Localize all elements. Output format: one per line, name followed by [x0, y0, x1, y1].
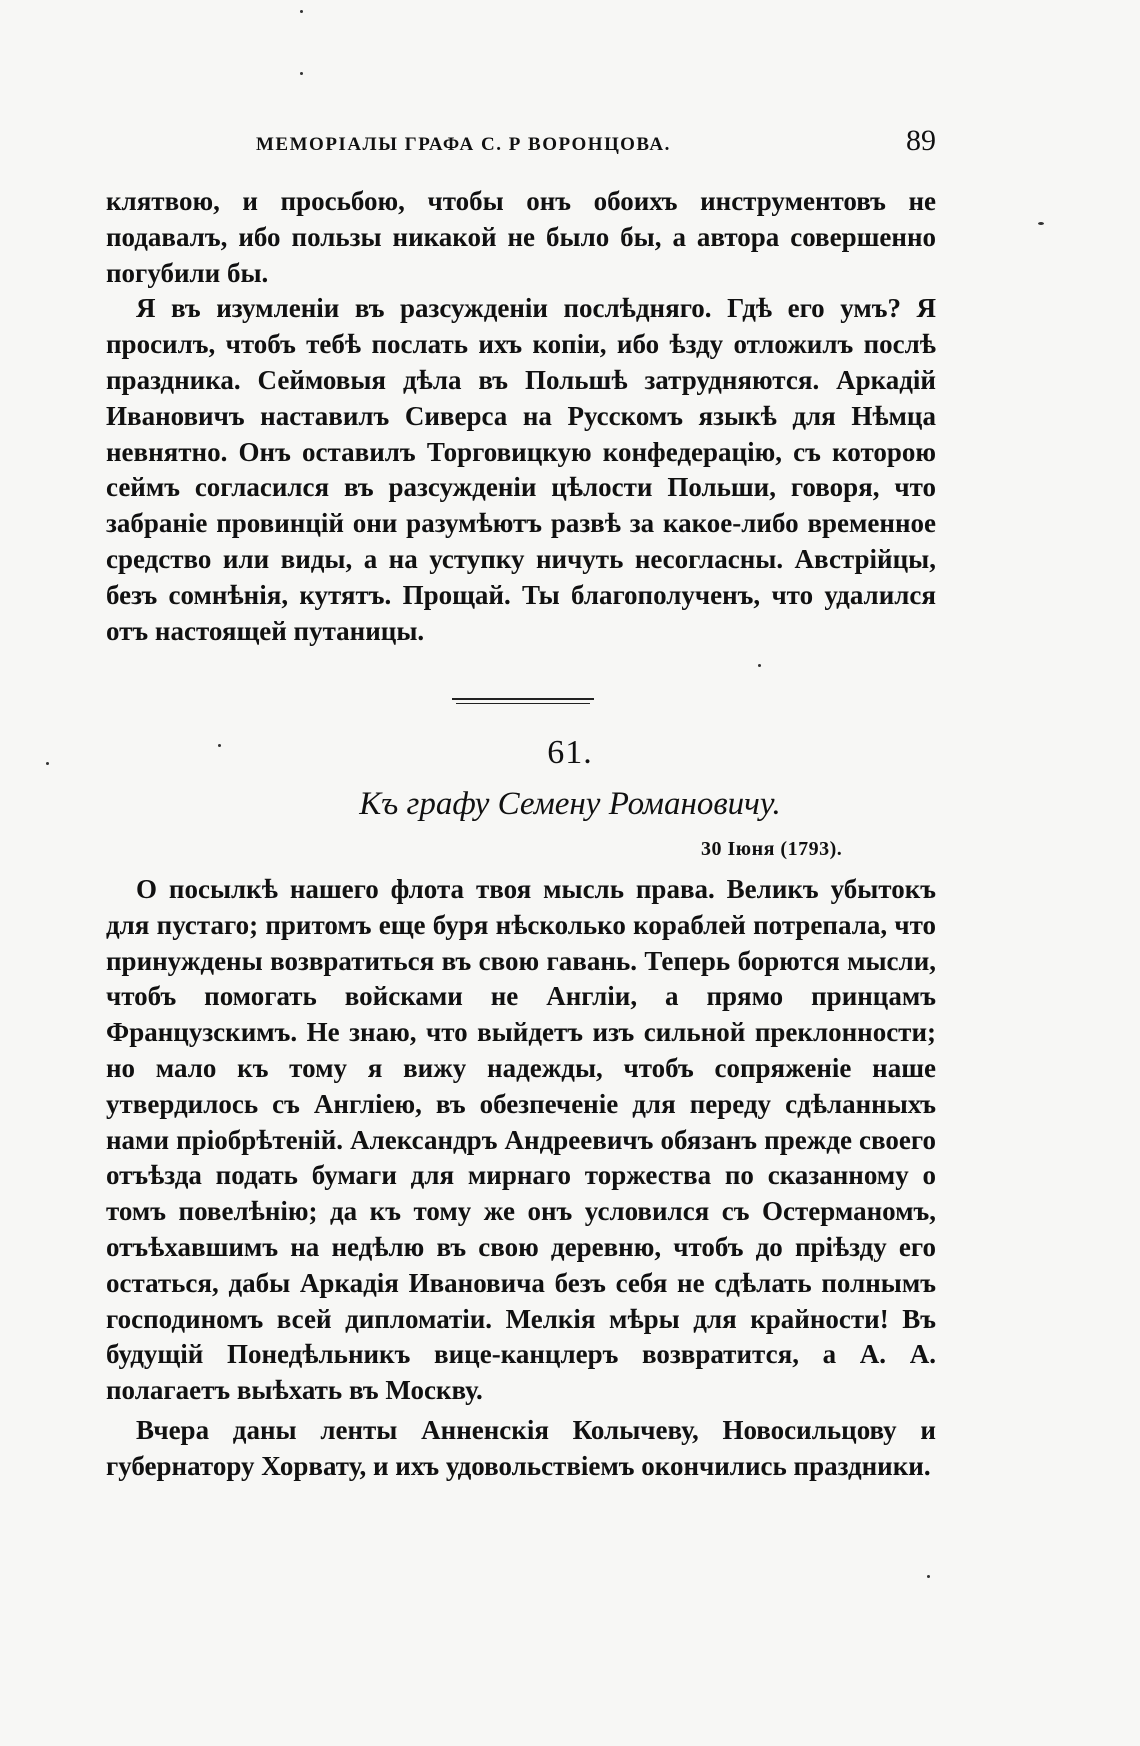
- paragraph: клятвою, и просьбою, чтобы онъ обоихъ инструментовъ не подавалъ, ибо пользы никакой не было бы, а автора совершенно погубили бы.: [106, 186, 936, 288]
- letter-body-text: [106, 872, 936, 1485]
- speck: [927, 1575, 930, 1578]
- letter-number: 61.: [547, 734, 593, 771]
- paragraph: О посылкѣ нашего флота твоя мысль права. Великъ убытокъ для пустаго; притомъ еще буря нѣсколько кораблей потрепала, что принуждены возвратиться въ свою гавань. Теперь борются мысли, чтобъ помогать войсками не Англіи, а прямо принцамъ Французскимъ. Не знаю, что выйдетъ изъ сильной преклонности; но мало къ тому я вижу надежды, чтобъ сопряженіе наше утвердилось съ Англіею, въ обезпеченіе для переду сдѣланныхъ нами пріобрѣтеній. Александръ Андреевичъ обязанъ прежде своего отъѣзда подать бумаги для мирнаго торжества по сказанному о томъ повелѣнію; да къ тому же онъ условился съ Остерманомъ, отъѣхавшимъ на недѣлю въ свою деревню, чтобъ до пріѣзду его остаться, дабы Аркадія Ивановича безъ себя не сдѣлать полнымъ господиномъ всей дипломатіи. Мелкія мѣры для крайности! Въ будущій Понедѣльникъ вице-канцлеръ возвратится, а А. А. полагаетъ выѣхать въ Москву.: [106, 874, 936, 1406]
- speck: [300, 72, 303, 75]
- speck: [46, 762, 49, 765]
- letter-continuation-text: [106, 184, 936, 649]
- speck: [300, 10, 303, 13]
- paragraph: Я въ изумленіи въ разсужденіи послѣдняго. Гдѣ его умъ? Я просилъ, чтобъ тебѣ послать ихъ копіи, ибо ѣзду отложилъ послѣ праздника. Сеймовыя дѣла въ Польшѣ затрудняются. Аркадій Ивановичъ наставилъ Сиверса на Русскомъ языкѣ для Нѣмца невнятно. Онъ оставилъ Торговицкую конфедерацію, съ которою сеймъ согласился въ разсужденіи цѣлости Польши, говоря, что забраніе провинцій они разумѣютъ развѣ за какое-либо временное средство или виды, а на уступку ничуть несогласны. Австрійцы, безъ сомнѣнія, кутятъ. Прощай. Ты благополученъ, что удалился отъ настоящей путаницы.: [106, 293, 936, 646]
- letter-addressee: Къ графу Семену Романовичу.: [359, 786, 781, 822]
- section-divider-rule: [456, 703, 590, 704]
- running-title: МЕМОРІАЛЫ ГРАФА С. Р ВОРОНЦОВА.: [256, 134, 671, 155]
- running-head: [106, 124, 936, 164]
- section-divider-rule: [452, 698, 594, 700]
- speck: [218, 744, 221, 747]
- page-number: 89: [906, 124, 936, 157]
- paragraph: Вчера даны ленты Анненскія Колычеву, Новосильцову и губернатору Хорвату, и ихъ удовольствіемъ окончились праздники.: [106, 1414, 936, 1481]
- speck: [1038, 222, 1044, 225]
- letter-date: 30 Іюня (1793).: [701, 838, 843, 860]
- speck: [758, 664, 761, 667]
